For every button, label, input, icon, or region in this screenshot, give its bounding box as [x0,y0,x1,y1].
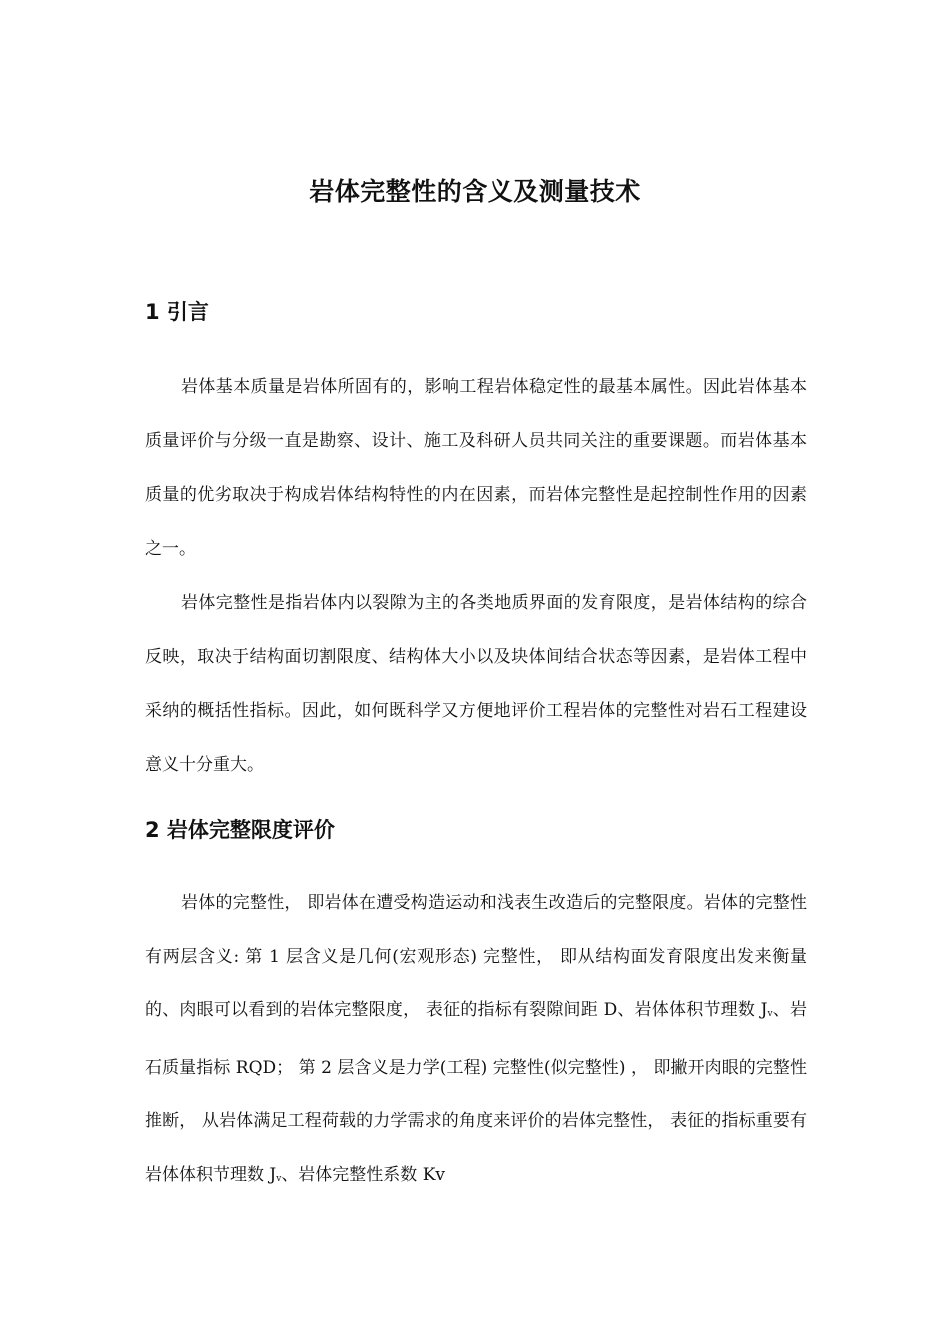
paragraph-text-part: 、岩体完整性系数 Kv [281,1164,446,1185]
paragraph-text-part: 岩体的完整性， 即岩体在遭受构造运动和浅表生改造后的完整限度。岩体的完整性有两层含义: 第 1 层含义是几何(宏观形态) 完整性， 即从结构面发育限度出发来衡量的、肉眼可以看到的岩体完整限度， 表征的指标有裂隙间距 D、岩体体积节理数 J [145,893,807,1020]
paragraph-rock-mass-quality: 岩体基本质量是岩体所固有的，影响工程岩体稳定性的最基本属性。因此岩体基本质量评价与分级一直是勘察、设计、施工及科研人员共同关注的重要课题。而岩体基本质量的优劣取决于构成岩体结构特性的内在因素，而岩体完整性是起控制性作用的因素之一。 [145,377,807,559]
section-heading-integrity-evaluation: 2 岩体完整限度评价 [145,818,335,842]
section-heading-introduction: 1 引言 [145,300,209,324]
subscript-v: v [276,1173,282,1184]
paragraph-integrity-meaning [145,877,807,1206]
subscript-v: v [767,1009,773,1019]
paragraph-text-part: 、岩石质量指标 RQD； 第 2 层含义是力学(工程) 完整性(似完整性) ， 即撇开肉眼的完整性推断， 从岩体满足工程荷载的力学需求的角度来评价的岩体完整性， 表征的指标重要有岩体体积节理数 J [145,1000,808,1185]
paragraph-rock-mass-integrity-definition: 岩体完整性是指岩体内以裂隙为主的各类地质界面的发育限度，是岩体结构的综合反映，取决于结构面切割限度、结构体大小以及块体间结合状态等因素，是岩体工程中采纳的概括性指标。因此，如何既科学又方便地评价工程岩体的完整性对岩石工程建设意义十分重大。 [145,593,807,775]
document-title: 岩体完整性的含义及测量技术 [309,177,641,206]
